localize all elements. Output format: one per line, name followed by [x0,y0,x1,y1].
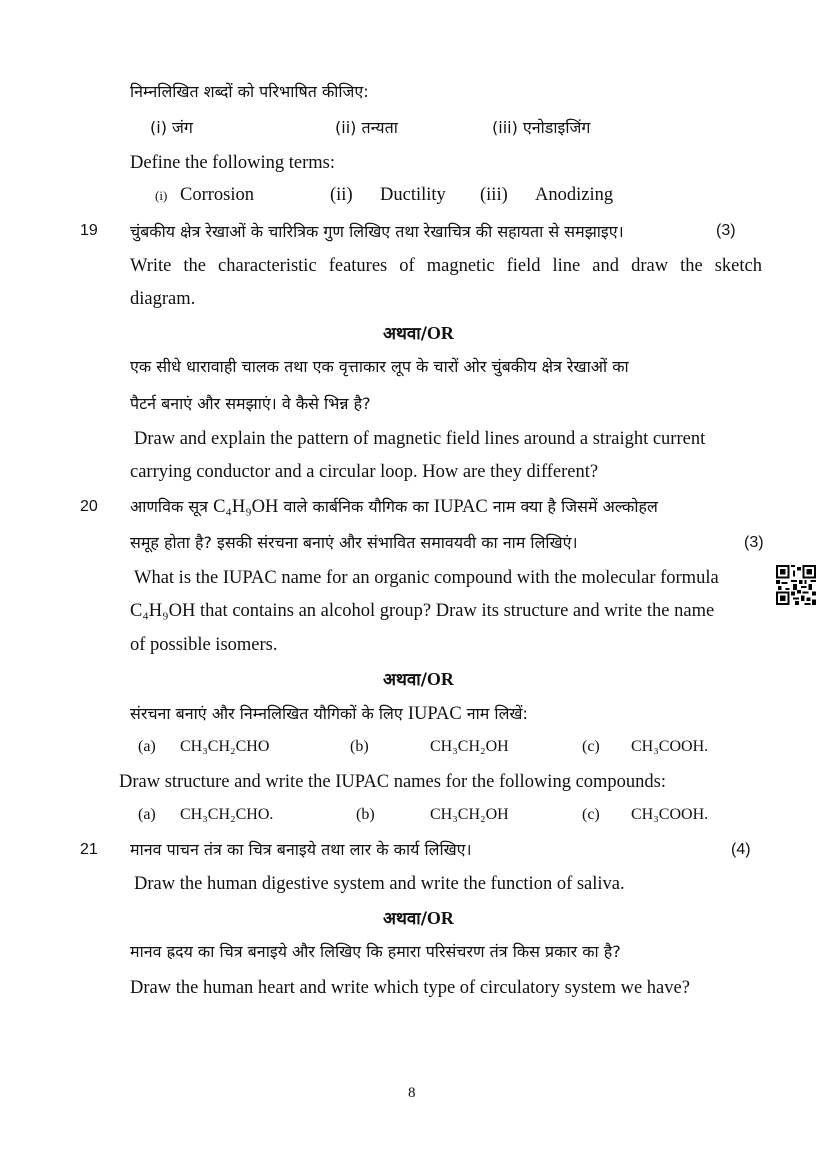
question-number-21: 21 [80,841,98,858]
q20-hindi-line1: आणविक सूत्र C₄H₉OH वाले कार्बनिक यौगिक का IUPAC नाम क्या है जिसमें अल्कोहल [130,497,658,517]
q20-hi-option-b: CH₃CH₂OH [430,738,509,755]
q20-english-line2: C₄H₉OH that contains an alcohol group? Draw its structure and write the name [130,601,715,621]
q20-marks: (3) [744,534,764,551]
q20-hi-option-c: CH₃COOH. [631,738,709,755]
q20-en-option-c: CH₃COOH. [631,806,709,823]
term-en-num-2: (ii) [330,185,353,205]
q20-en-option-c-label: (c) [582,806,600,823]
q19-alt-english-line1: Draw and explain the pattern of magnetic field lines around a straight current [134,429,706,449]
q19-alt-hindi-line1: एक सीधे धारावाही चालक तथा एक वृत्ताकार लूप के चारों ओर चुंबकीय क्षेत्र रेखाओं का [130,357,629,376]
q20-en-option-b-label: (b) [356,806,375,823]
q21-or-divider: अथवा/OR [383,908,454,929]
q20-hi-option-a: CH₃CH₂CHO [180,738,270,755]
qr-code-icon [776,565,816,605]
q19-english-line2: diagram. [130,289,196,309]
q20-alt-hindi: संरचना बनाएं और निम्नलिखित यौगिकों के लिए IUPAC नाम लिखें: [130,704,528,724]
term-en-2: Ductility [380,185,446,205]
q20-alt-english: Draw structure and write the IUPAC names for the following compounds: [119,772,667,792]
term-hindi-2: (ii) तन्यता [335,118,398,137]
question-number-19: 19 [80,222,98,239]
term-en-1: Corrosion [180,185,254,205]
page-number: 8 [408,1085,416,1101]
q19-hindi: चुंबकीय क्षेत्र रेखाओं के चारित्रिक गुण लिखिए तथा रेखाचित्र की सहायता से समझाइए। [130,222,624,241]
q20-hi-option-c-label: (c) [582,738,600,755]
q19-or-divider: अथवा/OR [383,323,454,344]
q20-en-option-b: CH₃CH₂OH [430,806,509,823]
term-hindi-3: (iii) एनोडाइजिंग [492,118,591,137]
q21-english: Draw the human digestive system and write the function of saliva. [134,874,625,894]
q20-en-option-a: CH₃CH₂CHO. [180,806,274,823]
q20-hi-option-a-label: (a) [138,738,156,755]
q20-en-option-a-label: (a) [138,806,156,823]
q20-hindi-line2: समूह होता है? इसकी संरचना बनाएं और संभावित समावयवी का नाम लिखिएं। [130,533,578,552]
q21-alt-english: Draw the human heart and write which type of circulatory system we have? [130,978,690,998]
q20-english-line1: What is the IUPAC name for an organic compound with the molecular formula [134,568,719,588]
q19-alt-english-line2: carrying conductor and a circular loop. How are they different? [130,462,599,482]
q21-alt-hindi: मानव ह्रदय का चित्र बनाइये और लिखिए कि हमारा परिसंचरण तंत्र किस प्रकार का है? [130,942,621,961]
q21-marks: (4) [731,841,751,858]
term-en-num-1: (i) [155,188,168,203]
question-number-20: 20 [80,498,98,515]
q20-or-divider: अथवा/OR [383,669,454,690]
q19-alt-hindi-line2: पैटर्न बनाएं और समझाएं। वे कैसे भिन्न है? [130,394,371,413]
q20-english-line3: of possible isomers. [130,635,278,655]
define-terms-hindi: निम्नलिखित शब्दों को परिभाषित कीजिए: [130,82,369,101]
q21-hindi: मानव पाचन तंत्र का चित्र बनाइये तथा लार के कार्य लिखिए। [130,840,472,859]
q20-hi-option-b-label: (b) [350,738,369,755]
define-terms-english: Define the following terms: [130,153,335,173]
term-hindi-1: (i) जंग [150,118,193,137]
term-en-num-3: (iii) [480,185,508,205]
q19-english-line1: Write the characteristic features of magnetic field line and draw the sketch [130,256,762,276]
term-en-3: Anodizing [535,185,614,205]
q19-marks: (3) [716,222,736,239]
